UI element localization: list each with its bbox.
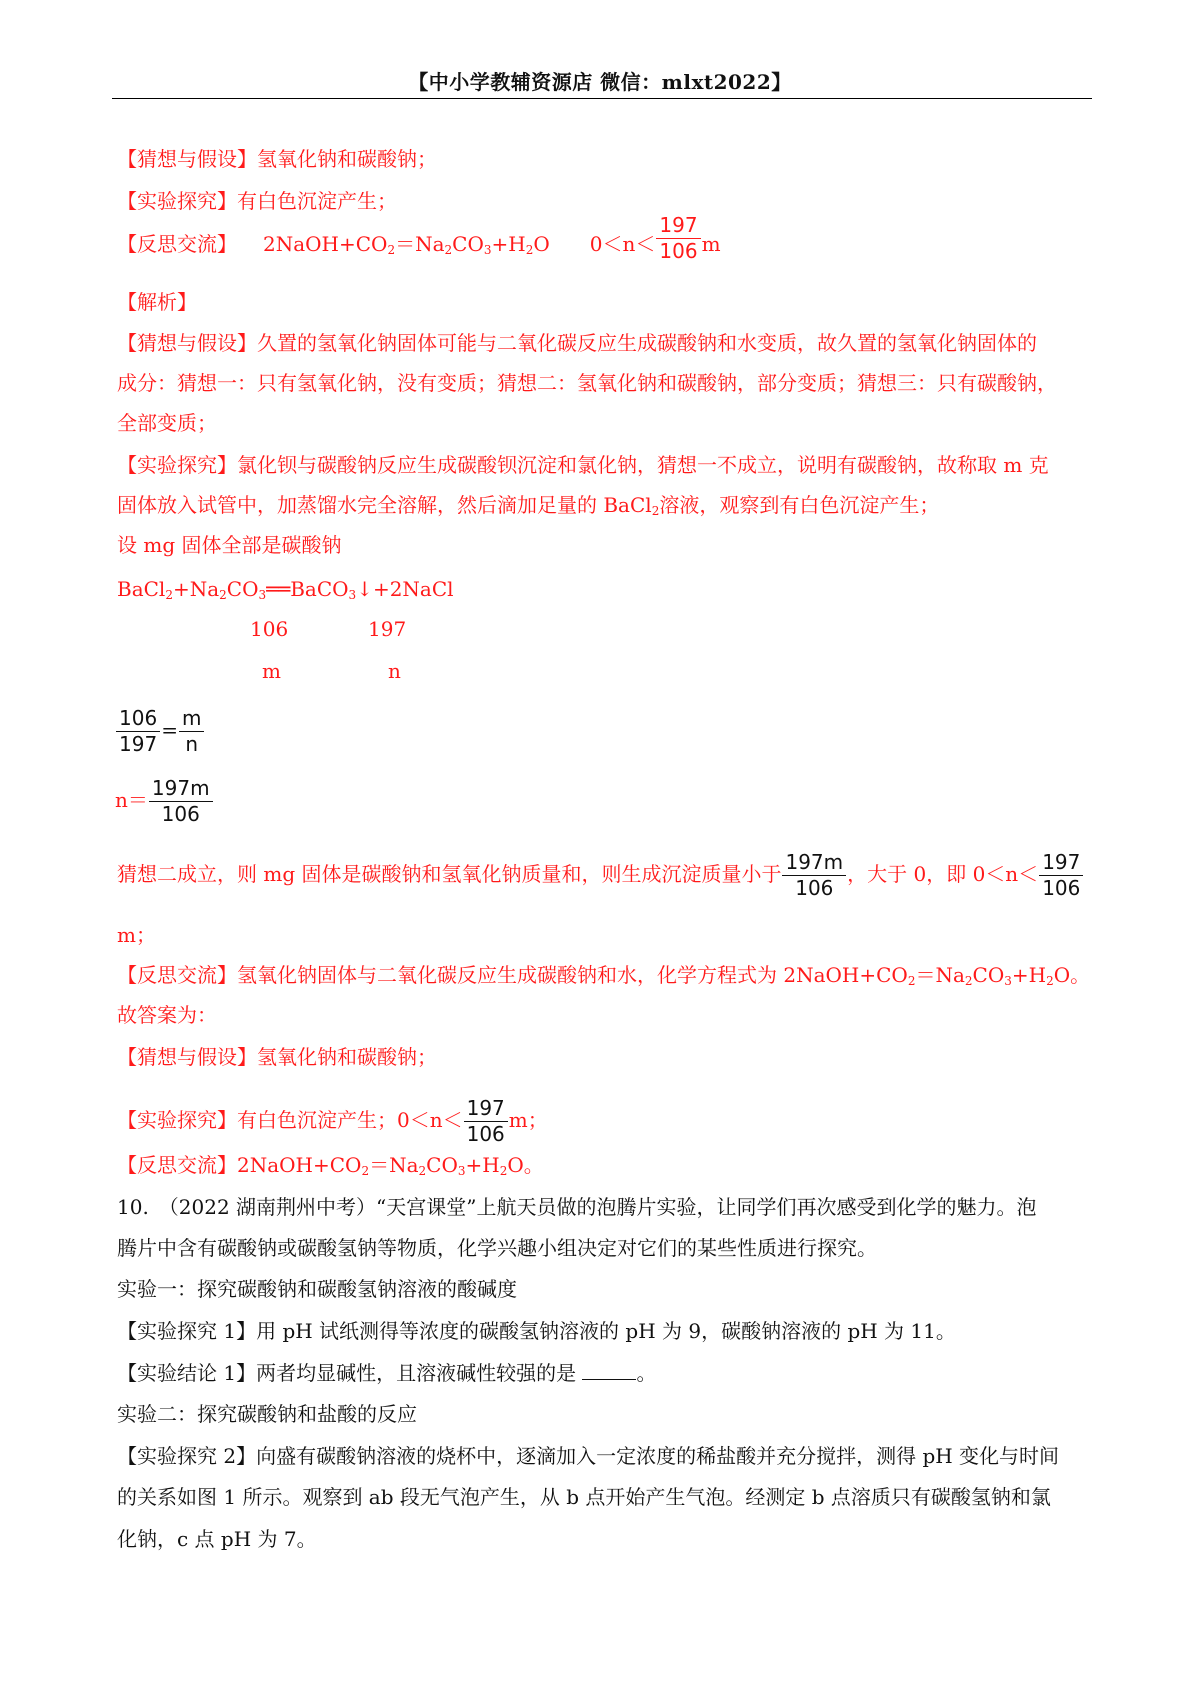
analysis-p4: 【反思交流】氢氧化钠固体与二氧化碳反应生成碳酸钠和水，化学方程式为 $2NaOH+CO_2=Na_2CO_3+H_2O$。 xyxy=(117,963,1091,988)
section-label: 【反思交流】 xyxy=(117,1153,237,1177)
question10-line4: 【实验探究 1】用 pH 试纸测得等浓度的碳酸氢钠溶液的 pH 为 9，碳酸钠溶液的 pH 为 11。 xyxy=(117,1319,956,1343)
analysis-title: 【解析】 xyxy=(117,290,197,314)
final-answer-hypothesis: 【猜想与假设】氢氧化钠和碳酸钠； xyxy=(117,1045,437,1069)
question10-line7: 【实验探究 2】向盛有碳酸钠溶液的烧杯中，逐滴加入一定浓度的稀盐酸并充分搅拌，测得 pH 变化与时间 xyxy=(117,1444,1060,1468)
answer-experiment xyxy=(117,188,397,214)
section-label: 【实验探究】 xyxy=(117,189,237,213)
section-label: 【猜想与假设】 xyxy=(117,331,257,355)
analysis-p1-line2: 成分：猜想一：只有氢氧化钠，没有变质；猜想二：氢氧化钠和碳酸钠，部分变质；猜想三：只有碳酸钠， xyxy=(117,371,1057,395)
variable-n: n xyxy=(388,659,401,683)
analysis-p2-line1: 【实验探究】氯化钡与碳酸钠反应生成碳酸钡沉淀和氯化钠，猜想一不成立，说明有碳酸钠，故称取 m 克 xyxy=(117,453,1049,477)
final-answer-reflection: 【反思交流】$2NaOH+CO_2=Na_2CO_3+H_2O$。 xyxy=(117,1153,544,1178)
inequality: 0＜n＜ $\frac{197}{106}$ m xyxy=(589,213,721,263)
analysis-p3-line2: m； xyxy=(117,923,156,947)
question10-line3: 实验一：探究碳酸钠和碳酸氢钠溶液的酸碱度 xyxy=(117,1277,517,1301)
analysis-p3-line1: 猜想二成立，则 mg 固体是碳酸钠和氢氧化钠质量和，则生成沉淀质量小于 $\frac{197m}{106}$ ，大于 0，即 0＜n＜ $\frac{197}{106}$ xyxy=(117,850,1084,901)
question10-line5: 【实验结论 1】两者均显碱性，且溶液碱性较强的是 。 xyxy=(117,1361,657,1385)
section-label: 【猜想与假设】 xyxy=(117,147,257,171)
molar-mass-na2co3: 106 xyxy=(250,617,289,641)
analysis-p2-line2: 固体放入试管中，加蒸馏水完全溶解，然后滴加足量的 BaCl$_2$溶液，观察到有白色沉淀产生； xyxy=(117,493,940,518)
question10-line6: 实验二：探究碳酸钠和盐酸的反应 xyxy=(117,1402,417,1426)
section-label: 【实验探究】 xyxy=(117,1108,237,1132)
proportion-equation: $\frac{106}{197}$ = $\frac{m}{n}$ xyxy=(115,706,205,757)
variable-m: m xyxy=(262,659,281,683)
section-label: 【实验探究】 xyxy=(117,453,237,477)
answer-intro: 故答案为： xyxy=(117,1003,217,1027)
section-label: 【反思交流】 xyxy=(117,232,237,256)
section-label: 【猜想与假设】 xyxy=(117,1045,257,1069)
reaction-equation: $BaCl_2+Na_2CO_3══BaCO_3↓+2NaCl$ xyxy=(117,577,454,602)
final-answer-experiment: 【实验探究】有白色沉淀产生；0＜n＜ $\frac{197}{106}$ m； xyxy=(117,1096,548,1146)
answer-hypothesis xyxy=(117,146,437,172)
answer-blank[interactable] xyxy=(582,1365,636,1380)
answer-text: 有白色沉淀产生； xyxy=(237,189,397,213)
question10-line8: 的关系如图 1 所示。观察到 ab 段无气泡产生，从 b 点开始产生气泡。经测定 b 点溶质只有碳酸氢钠和氯 xyxy=(117,1485,1051,1509)
question10-line9: 化钠，c 点 pH 为 7。 xyxy=(117,1527,317,1551)
answer-reflection xyxy=(117,213,721,264)
analysis-p1-line1: 【猜想与假设】久置的氢氧化钠固体可能与二氧化碳反应生成碳酸钠和水变质，故久置的氢氧化钠固体的 xyxy=(117,331,1037,355)
page-header: 【中小学教辅资源店 微信：mlxt2022】 xyxy=(408,70,792,94)
question10-line1: 10. （2022 湖南荆州中考）“天宫课堂”上航天员做的泡腾片实验，让同学们再次感受到化学的魅力。泡 xyxy=(117,1195,1037,1219)
header-rule xyxy=(112,98,1092,99)
answer-text: 氢氧化钠和碳酸钠； xyxy=(257,147,437,171)
n-expression: n＝ $\frac{197m}{106}$ xyxy=(115,776,214,827)
analysis-p1-line3: 全部变质； xyxy=(117,411,217,435)
section-label: 【反思交流】 xyxy=(117,963,237,987)
analysis-p2-line3: 设 mg 固体全部是碳酸钠 xyxy=(117,533,342,557)
molar-mass-baco3: 197 xyxy=(368,617,407,641)
equation: $2NaOH+CO_2=Na_2CO_3+H_2O$ xyxy=(263,232,550,257)
question10-line2: 腾片中含有碳酸钠或碳酸氢钠等物质，化学兴趣小组决定对它们的某些性质进行探究。 xyxy=(117,1236,877,1260)
